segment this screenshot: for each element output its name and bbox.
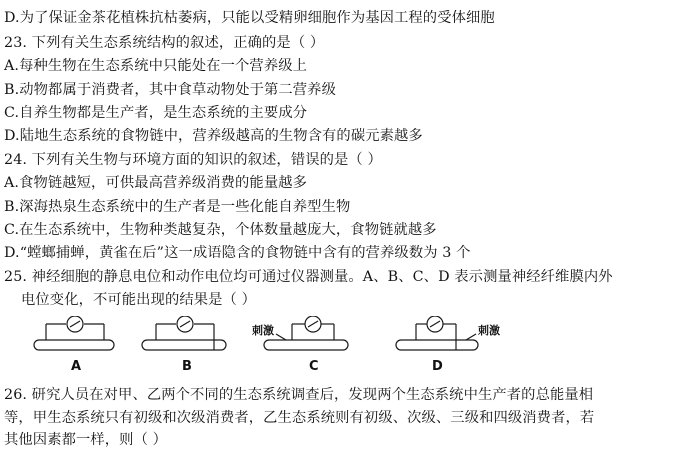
q24-option-d: D.“螳螂捕蝉，黄雀在后”这一成语隐含的食物链中含有的营养级数为 3 个: [4, 245, 471, 261]
nerve-measurement-figure: [24, 316, 524, 374]
figure-a: [34, 316, 114, 374]
q23-option-a: A.每种生物在生态系统中只能处在一个营养级上: [4, 58, 308, 74]
figure-b: [142, 316, 226, 374]
q26-stem-cont: 等，甲生态系统只有初级和次级消费者，乙生态系统则有初级、次级、三级和四级消费者，若: [4, 410, 595, 426]
q22-option-d: D.为了保证金茶花植株抗枯萎病，只能以受精卵细胞作为基因工程的受体细胞: [4, 10, 495, 26]
q25-stem-cont: 电位变化，不可能出现的结果是（ ）: [21, 292, 256, 308]
figure-label-d: D: [432, 359, 443, 374]
stimulus-arrow-icon: [276, 334, 286, 340]
figure-c: [252, 316, 348, 374]
q23-stem: 23. 下列有关生态系统结构的叙述，正确的是（ ）: [4, 35, 325, 51]
q24-stem: 24. 下列有关生物与环境方面的知识的叙述，错误的是（ ）: [4, 152, 382, 168]
nerve-fiber: [34, 340, 114, 350]
stimulus-arrow-icon: [466, 334, 476, 340]
q24-option-b: B.深海热泉生态系统中的生产者是一些化能自养型生物: [4, 199, 351, 215]
figure-label-a: A: [71, 359, 82, 374]
q26-stem-cont2: 其他因素都一样，则（ ）: [4, 432, 168, 448]
q23-option-b: B.动物都属于消费者，其中食草动物处于第二营养级: [4, 82, 336, 98]
stimulus-label-d: 刺激: [478, 324, 500, 337]
nerve-fiber: [264, 340, 348, 350]
q24-option-a: A.食物链越短，可供最高营养级消费的能量越多: [4, 175, 308, 191]
q24-option-c: C.在生态系统中，生物种类越复杂，个体数量越庞大，食物链就越多: [4, 222, 437, 238]
figure-d: [396, 316, 500, 374]
figure-label-b: B: [182, 359, 192, 374]
stimulus-label-c: 刺激: [252, 324, 274, 337]
q26-stem: 26. 研究人员在对甲、乙两个不同的生态系统调查后，发现两个生态系统中生产者的总能量相: [4, 387, 594, 403]
q23-option-c: C.自养生物都是生产者，是生态系统的主要成分: [4, 105, 308, 121]
q23-option-d: D.陆地生态系统的食物链中，营养级越高的生物含有的碳元素越多: [4, 128, 423, 144]
q25-stem: 25. 神经细胞的静息电位和动作电位均可通过仪器测量。A、B、C、D 表示测量神经纤维膜内外: [4, 269, 613, 285]
nerve-fiber: [396, 340, 478, 350]
figure-label-c: C: [309, 359, 319, 374]
